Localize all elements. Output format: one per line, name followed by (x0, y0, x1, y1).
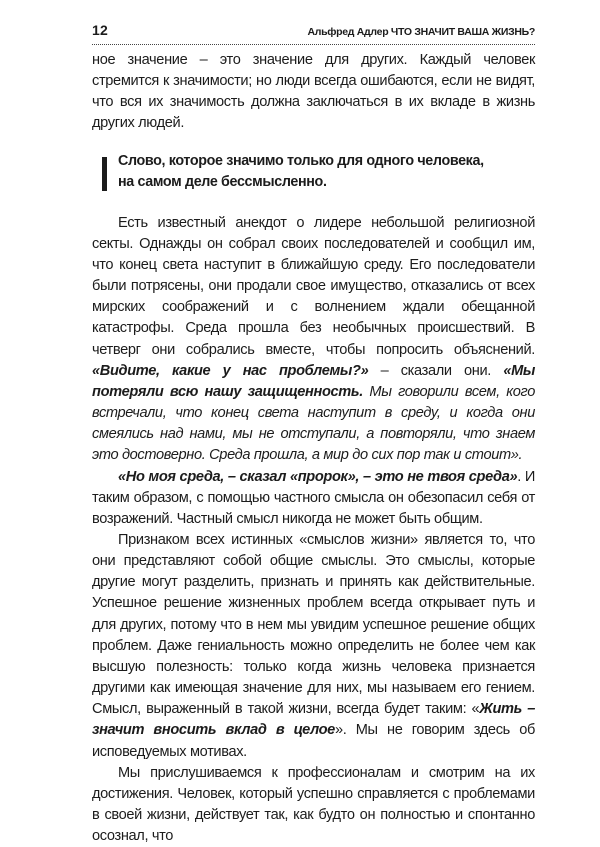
paragraph-prophet (92, 467, 535, 530)
header-divider (92, 44, 535, 45)
shared-meaning-text: Признаком всех истинных «смыслов жизни» является то, что они представляют собой общие смыслы. Это смыслы, которые другие могут разделить, признать и принять как действительные. Успешное решение жизненных проблем всегда открывает путь и для других, потому что в нем мы увидим успешное решение общих проблем. Даже гениальность можно определить не более чем как высшую полезность: только когда жизнь человека признается другими как имеющая значение для них, мы называем его гением. Смысл, выраженный в такой жизни, всегда будет таким: « (92, 531, 535, 718)
pull-quote-line-1: Слово, которое значимо только для одного человека, (118, 152, 484, 169)
running-head: Альфред Адлер ЧТО ЗНАЧИТ ВАША ЖИЗНЬ? (307, 26, 535, 38)
paragraph-professionals: Мы прислушиваемся к профессионалам и смотрим на их достижения. Человек, который успешно справляется с проблемами в своей жизни, действует так, как будто он полностью и спонтанно осознал, что (92, 764, 535, 845)
intro-paragraph: ное значение – это значение для других. Каждый человек стремится к значимости; но люди всегда ошибаются, если не видят, что вся их значимость должна заключаться в их вкладе в жизнь других людей. (92, 52, 535, 132)
pull-quote-line-2: на самом деле бессмысленно. (118, 173, 327, 190)
paragraph-shared-meaning (92, 530, 535, 763)
pull-quote (92, 151, 535, 193)
shared-meaning-text-end: ». Мы не говорим здесь об исповедуемых мотивах. (92, 722, 535, 760)
page-number: 12 (92, 22, 108, 38)
page-header (92, 18, 535, 38)
anecdote-quote-2-rest: Мы говорили всем, кого встречали, что конец света наступит в среду, и когда они смеялись над нами, мы не отступали, а повторяли, что знаем это достоверно. Среда прошла, а мир до сих пор так и стоит». (92, 383, 536, 464)
anecdote-text: Есть известный анекдот о лидере небольшой религиозной секты. Однажды он собрал своих последователей и сообщил им, что конец света наступит в ближайшую среду. Его последователи были потрясены, они продали свое имущество, отказались от всех мирских соображений и с волнением ждали обещанной катастрофы. Среда прошла без необычных происшествий. В четверг они собрались вместе, чтобы попросить объяснений. (92, 214, 535, 358)
anecdote-quote-1: «Видите, какие у нас проблемы?» (92, 362, 369, 379)
pull-quote-bar (102, 157, 107, 191)
page-body (92, 50, 535, 847)
anecdote-connector: – сказали они. (368, 362, 504, 379)
prophet-quote: «Но моя среда, – сказал «пророк», – это не твоя среда» (118, 468, 518, 485)
shared-meaning-quote: Жить – значит вносить вклад в целое (92, 701, 535, 739)
book-page (92, 18, 535, 847)
prophet-text: . И таким образом, с помощью частного смысла он обезопасил себя от возражений. Частный смысл никогда не может быть общим. (92, 468, 535, 527)
paragraph-anecdote (92, 213, 535, 467)
anecdote-quote-2: «Мы потеряли всю нашу защищенность. (92, 362, 535, 400)
